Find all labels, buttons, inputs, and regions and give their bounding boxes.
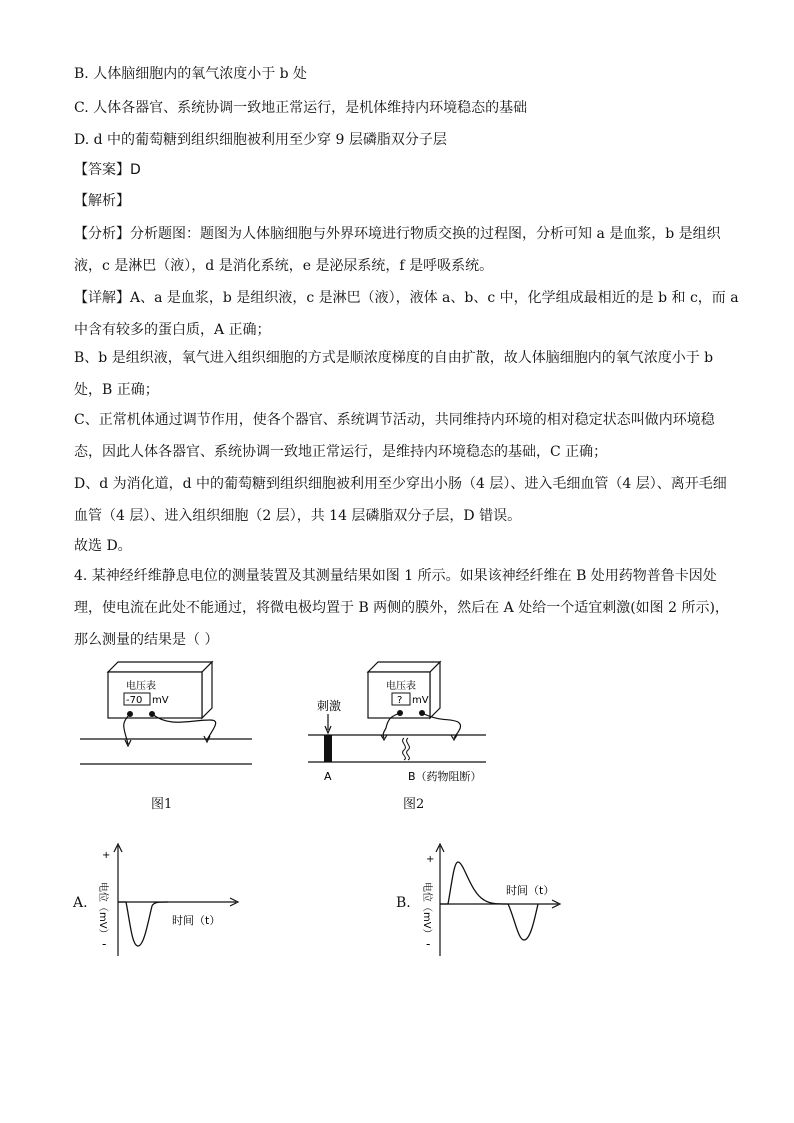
- answer-line: 【答案】D: [74, 162, 141, 178]
- option-a-ylabel: 电位（mV）: [97, 882, 108, 939]
- option-a-xlabel: 时间（t）: [172, 914, 221, 927]
- option-d-text: D. d 中的葡萄糖到组织细胞被利用至少穿 9 层磷脂双分子层: [74, 132, 447, 148]
- option-c-text: C. 人体各器官、系统协调一致地正常运行，是机体维持内环境稳态的基础: [74, 100, 528, 116]
- fig2-reading: ?: [397, 695, 403, 706]
- option-a-graph: [92, 842, 242, 962]
- detail-line-1: 【详解】A、a 是血浆，b 是组织液，c 是淋巴（液），液体 a、b、c 中，化学组成最相近的是 b 和 c，而 a: [74, 290, 739, 306]
- option-b-plus: +: [426, 854, 435, 865]
- conclusion-line: 故选 D。: [74, 538, 132, 554]
- figure-1: [80, 658, 280, 773]
- question-4-line-3: 那么测量的结果是（ ）: [74, 632, 219, 648]
- option-a-letter: A.: [73, 895, 88, 911]
- option-b-letter: B.: [396, 895, 411, 911]
- point-a-label: A: [324, 770, 332, 783]
- detail-line-4: 处，B 正确；: [74, 382, 159, 398]
- option-b-text: B. 人体脑细胞内的氧气浓度小于 b 处: [74, 66, 308, 82]
- figure-2: [300, 658, 490, 788]
- option-a-minus: -: [102, 937, 107, 951]
- analysis-line-2: 液，c 是淋巴（液），d 是消化系统，e 是泌尿系统，f 是呼吸系统。: [74, 258, 494, 274]
- option-a-plus: +: [102, 850, 111, 861]
- option-b-minus: -: [426, 937, 431, 951]
- fig1-meter-label: 电压表: [126, 681, 156, 692]
- analysis-line-1: 【分析】分析题图：题图为人体脑细胞与外界环境进行物质交换的过程图，分析可知 a 是血浆，b 是组织: [74, 226, 721, 242]
- point-b-label: B（药物阻断）: [408, 770, 482, 783]
- fig1-caption: 图1: [151, 797, 173, 812]
- stimulus-label: 刺激: [317, 699, 342, 713]
- question-4-line-1: 4. 某神经纤维静息电位的测量装置及其测量结果如图 1 所示。如果该神经纤维在 B 处用药物普鲁卡因处: [74, 568, 717, 584]
- option-b-graph: [414, 842, 564, 962]
- fig2-unit: mV: [412, 695, 429, 706]
- detail-line-2: 中含有较多的蛋白质，A 正确；: [74, 322, 271, 338]
- fig2-meter-label: 电压表: [386, 681, 416, 692]
- detail-line-8: 血管（4 层）、进入组织细胞（2 层），共 14 层磷脂双分子层，D 错误。: [74, 508, 522, 524]
- question-4-line-2: 理，使电流在此处不能通过，将微电极均置于 B 两侧的膜外，然后在 A 处给一个适宜刺激(如图 2 所示)，: [74, 600, 729, 616]
- fig1-reading: -70: [126, 695, 143, 706]
- detail-line-3: B、b 是组织液，氧气进入组织细胞的方式是顺浓度梯度的自由扩散，故人体脑细胞内的氧气浓度小于 b: [74, 350, 714, 366]
- detail-line-5: C、正常机体通过调节作用，使各个器官、系统调节活动，共同维持内环境的相对稳定状态叫做内环境稳: [74, 412, 715, 428]
- detail-line-7: D、d 为消化道，d 中的葡萄糖到组织细胞被利用至少穿出小肠（4 层）、进入毛细血管（4 层）、离开毛细: [74, 476, 727, 492]
- option-b-xlabel: 时间（t）: [506, 884, 555, 897]
- detail-line-6: 态，因此人体各器官、系统协调一致地正常运行，是维持内环境稳态的基础，C 正确；: [74, 444, 608, 460]
- fig2-caption: 图2: [403, 797, 425, 812]
- fig1-unit: mV: [152, 695, 169, 706]
- option-b-ylabel: 电位（mV）: [421, 882, 432, 939]
- analysis-heading: 【解析】: [74, 193, 130, 209]
